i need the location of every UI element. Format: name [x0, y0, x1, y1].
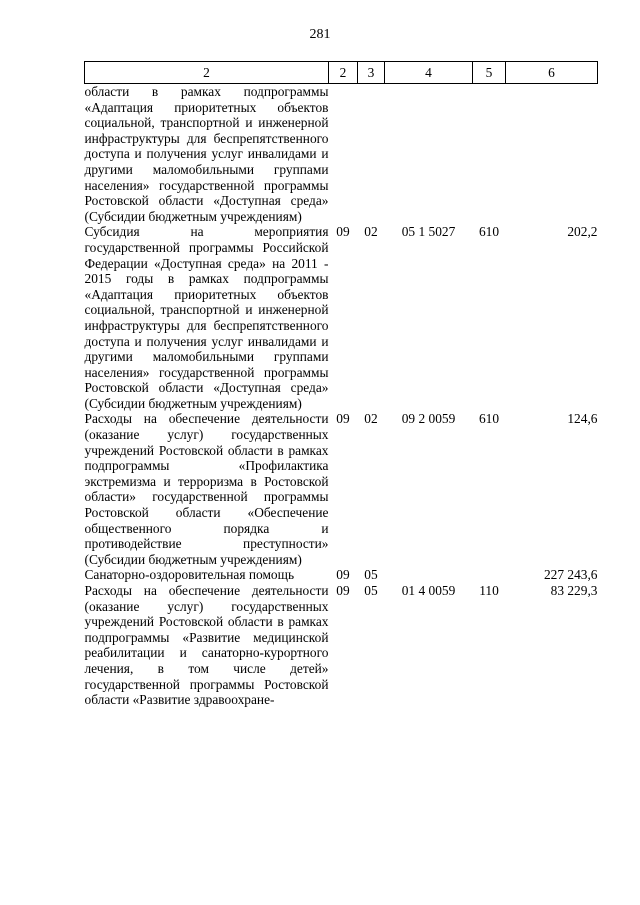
row-section: 09	[336, 224, 350, 240]
header-name-column: 2	[85, 62, 329, 84]
row-subsection: 02	[364, 224, 378, 240]
row-name: Санаторно-оздоровительная помощь	[84, 567, 295, 583]
row-target-article: 01 4 0059	[401, 583, 456, 598]
row-amount: 227 243,6	[543, 567, 598, 583]
row-subsection: 05	[364, 583, 378, 598]
table-header-row	[85, 62, 598, 84]
row-name: Расходы на обеспечение деятельности (оказание услуг) государственных учреждений Ростовской области в рамках подпрограммы «Развитие медицинской реабилитации и санаторно-курортного лечения, в том числе детей» государственной программы Ростовской области «Развитие здравоохране-	[84, 583, 329, 708]
row-section: 09	[336, 567, 350, 583]
row-target-article	[385, 84, 473, 225]
budget-table	[84, 61, 598, 708]
header-amount-column: 6	[506, 62, 598, 84]
row-name: Расходы на обеспечение деятельности (оказание услуг) государственных учреждений Ростовской области в рамках подпрограммы «Профилактика экстремизма и терроризма в Ростовской области» государственной программы Ростовской области «Обеспечение общественного порядка и противодействие преступности» (Субсидии бюджетным учреждениям)	[84, 411, 329, 567]
row-expense-type: 610	[478, 411, 500, 427]
row-target-article	[385, 567, 473, 583]
header-section-column: 2	[329, 62, 358, 84]
row-target-article: 09 2 0059	[401, 411, 456, 427]
row-amount: 202,2	[567, 224, 598, 240]
table-row	[85, 411, 598, 567]
row-section: 09	[336, 411, 350, 427]
table-row	[85, 84, 598, 225]
row-expense-type: 110	[479, 583, 499, 598]
header-subsection-column: 3	[358, 62, 385, 84]
row-amount	[506, 84, 598, 225]
table-row	[85, 583, 598, 708]
header-expense-type-column: 5	[473, 62, 506, 84]
row-target-article: 05 1 5027	[401, 224, 456, 240]
table-row	[85, 224, 598, 411]
row-amount: 83 229,3	[550, 583, 598, 598]
row-name: Субсидия на мероприятия государственной программы Российской Федерации «Доступная среда» на 2011 - 2015 годы в рамках подпрограммы «Адаптация приоритетных объектов социальной, транспортной и инженерной инфраструктуры для беспрепятственного доступа и получения услуг инвалидами и другими маломобильными группами населения» государственной программы Ростовской области «Доступная среда» (Субсидии бюджетным учреждениям)	[84, 224, 329, 411]
row-expense-type: 610	[478, 224, 500, 240]
row-amount: 124,6	[567, 411, 598, 427]
page-number: 281	[309, 27, 331, 42]
row-subsection: 05	[364, 567, 378, 583]
row-expense-type	[473, 84, 506, 225]
header-target-article-column: 4	[385, 62, 473, 84]
row-subsection: 02	[364, 411, 378, 427]
row-name: области в рамках подпрограммы «Адаптация приоритетных объектов социальной, транспортной и инженерной инфраструктуры для беспрепятственного доступа и получения услуг инвалидами и другими маломобильными группами населения» государственной программы Ростовской области «Доступная среда» (Субсидии бюджетным учреждениям)	[84, 84, 329, 224]
row-section: 09	[336, 583, 350, 598]
row-expense-type	[473, 567, 506, 583]
table-row	[85, 567, 598, 583]
row-subsection	[358, 84, 385, 225]
row-section	[329, 84, 358, 225]
